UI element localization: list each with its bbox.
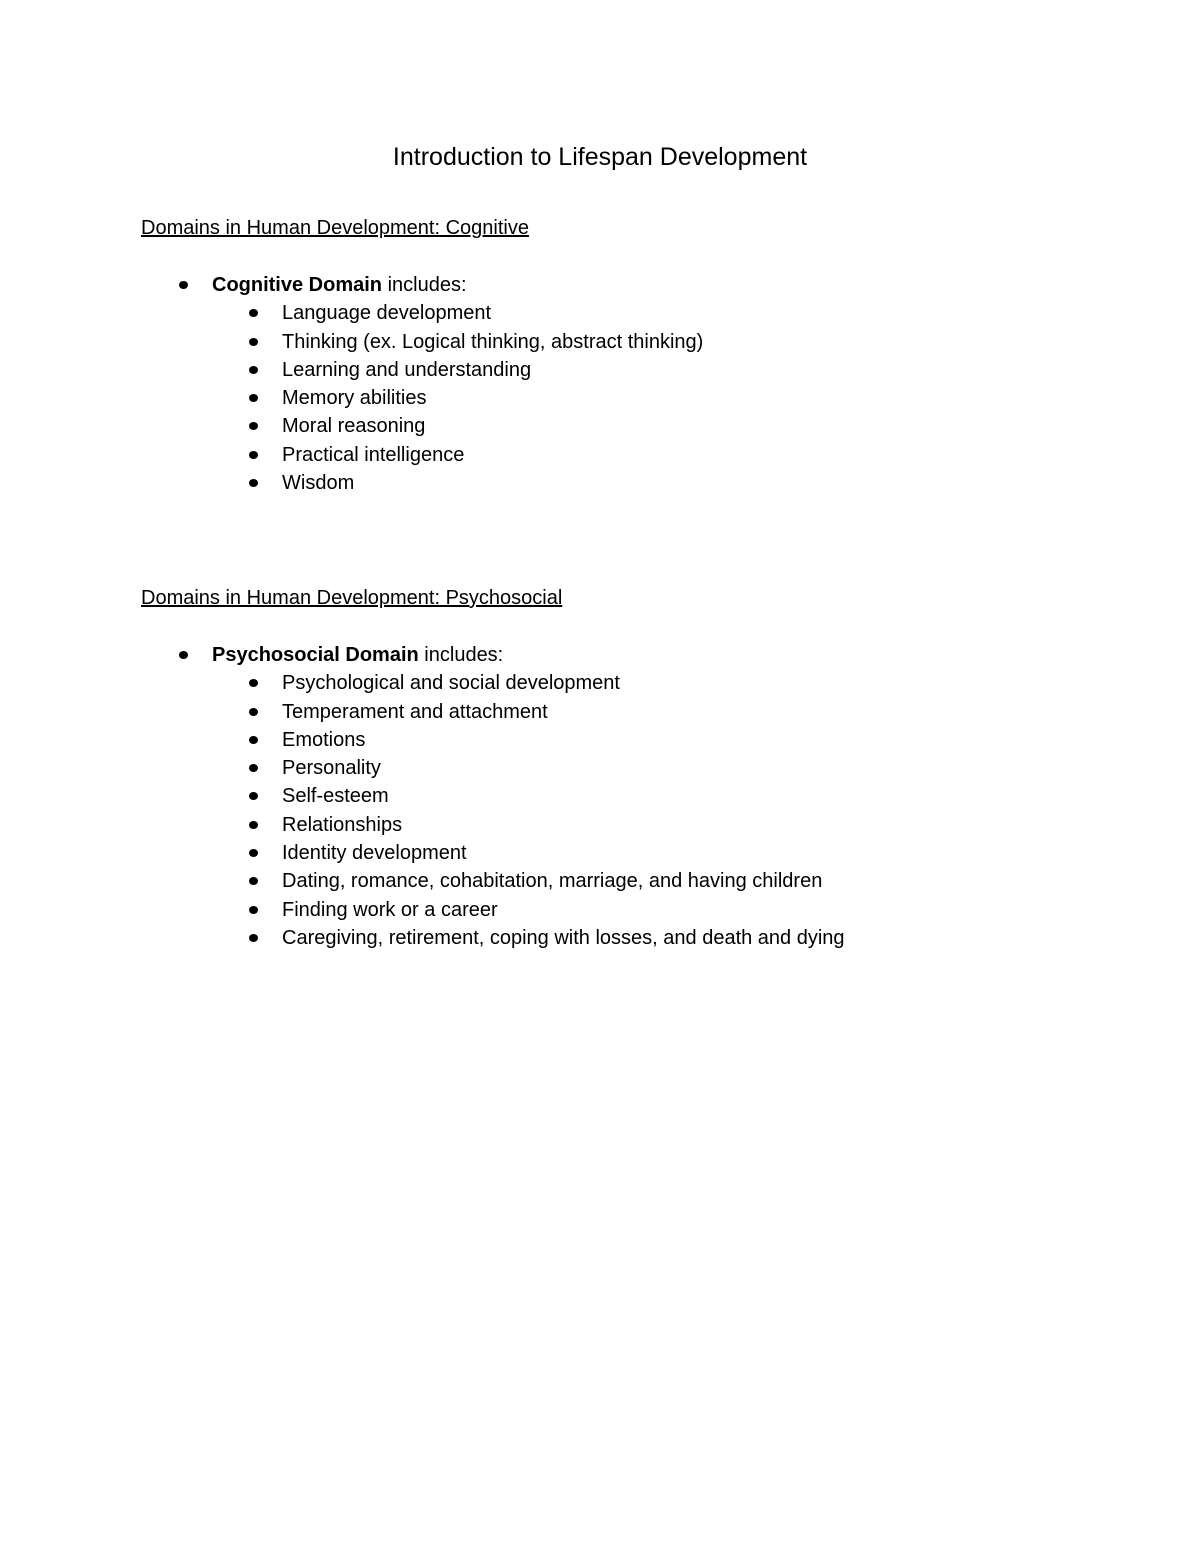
list-item-lead [141, 271, 1141, 299]
list-item [141, 328, 1141, 356]
lead-rest: includes: [382, 274, 467, 296]
list-item-text: Memory abilities [282, 387, 427, 410]
list-item-text: Self-esteem [282, 785, 389, 808]
bullet-icon [179, 651, 188, 659]
list-item [141, 356, 1141, 384]
bullet-icon [249, 679, 258, 687]
list-item-text: Relationships [282, 813, 403, 836]
list-item [141, 441, 1141, 469]
list-item [141, 469, 1141, 497]
bullet-icon [249, 906, 258, 914]
lead-rest: includes: [418, 644, 504, 666]
bullet-icon [249, 821, 258, 829]
bullet-icon [249, 309, 258, 317]
bullet-icon [249, 394, 258, 402]
list-item [141, 698, 1141, 726]
list-item-text: Language development [282, 302, 492, 325]
list-item-text: Personality [282, 757, 381, 780]
list-item [141, 839, 1141, 867]
list-item-text: Finding work or a career [282, 898, 498, 921]
list-item [141, 896, 1141, 924]
bullet-icon [249, 708, 258, 716]
list-item [141, 726, 1141, 754]
section-cognitive [141, 214, 1141, 497]
bullet-icon [179, 281, 188, 289]
list-item [141, 867, 1141, 895]
list-item [141, 669, 1141, 697]
list-item [141, 754, 1141, 782]
list-item-text: Dating, romance, cohabitation, marriage, and having children [282, 870, 823, 893]
list-item-text: Learning and understanding [282, 358, 532, 381]
bullet-icon [249, 338, 258, 346]
list-item [141, 782, 1141, 810]
page-title: Introduction to Lifespan Development [392, 143, 808, 171]
list-item-lead [141, 641, 1141, 669]
section-psychosocial [141, 584, 1141, 952]
bullet-icon [249, 849, 258, 857]
list-item-text: Wisdom [282, 472, 355, 495]
list-item-text: Emotions [282, 728, 366, 751]
list-item [141, 811, 1141, 839]
lead-bold-term: Psychosocial Domain [212, 644, 419, 666]
list-item-text: Identity development [282, 842, 467, 865]
bullet-icon [249, 934, 258, 942]
bullet-icon [249, 877, 258, 885]
list-item-text: Temperament and attachment [282, 700, 548, 723]
bullet-icon [249, 792, 258, 800]
list-item-text: Thinking (ex. Logical thinking, abstract thinking) [282, 330, 704, 353]
list-item [141, 384, 1141, 412]
list-item-text: Psychological and social development [282, 672, 620, 695]
section-heading: Domains in Human Development: Cognitive [141, 217, 529, 239]
bullet-icon [249, 422, 258, 430]
list-item-text: Practical intelligence [282, 443, 465, 466]
bullet-icon [249, 366, 258, 374]
list-item [141, 412, 1141, 440]
bullet-icon [249, 736, 258, 744]
bullet-icon [249, 479, 258, 487]
lead-bold-term: Cognitive Domain [212, 274, 383, 296]
list-item [141, 299, 1141, 327]
list-item [141, 924, 1141, 952]
list-item-text: Caregiving, retirement, coping with losses, and death and dying [282, 926, 845, 949]
section-heading: Domains in Human Development: Psychosocial [141, 587, 563, 609]
list-item-text: Moral reasoning [282, 415, 426, 438]
bullet-icon [249, 451, 258, 459]
bullet-icon [249, 764, 258, 772]
